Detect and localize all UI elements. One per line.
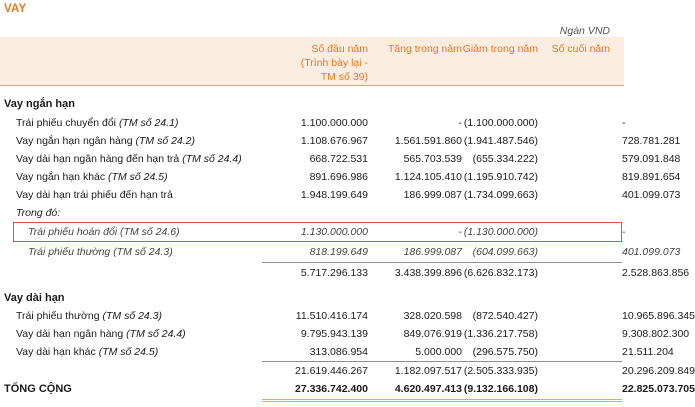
table-row: Trái phiếu chuyển đổi (TM số 24.1) 1.100.000.000 - (1.100.000.000) -	[0, 114, 624, 132]
table-row: Vay dài hạn trái phiếu đến hạn trả 1.948.199.649 186.999.087 (1.734.099.663) 401.099.073	[0, 186, 624, 204]
row-label: Trái phiếu thường	[16, 310, 103, 322]
short-term-heading-row	[0, 95, 624, 113]
table-row: Vay dài hạn ngân hàng (TM số 24.4) 9.795.943.139 849.076.919 (1.336.217.758) 9.308.802.300	[0, 325, 624, 343]
cell-increase: 1.561.591.860	[394, 135, 462, 147]
long-term-heading: Vay dài hạn	[4, 292, 65, 304]
col-opening-line3: TM số 39)	[320, 71, 368, 83]
table-row: Trái phiếu thường (TM số 24.3) 11.510.416.174 328.020.598 (872.540.427) 10.965.896.345	[0, 307, 624, 325]
total-double-line-bottom	[262, 401, 622, 402]
grand-total-row: TỔNG CỘNG 27.336.742.400 4.620.497.413 (9.132.166.108) 22.825.073.705	[0, 380, 624, 398]
row-note: (TM số 24.3)	[113, 246, 173, 258]
cell-decrease: (604.099.663)	[472, 246, 538, 258]
subtotal-increase: 1.182.097.517	[394, 365, 462, 377]
cell-increase: 565.703.539	[403, 153, 462, 165]
col-opening-line2: (Trình bày lại -	[300, 57, 368, 69]
cell-decrease: (296.575.750)	[472, 346, 538, 358]
cell-increase: 5.000.000	[415, 346, 462, 358]
cell-decrease: (655.334.222)	[472, 153, 538, 165]
col-opening-line1: Số đầu năm	[311, 43, 368, 55]
in-which-row	[0, 204, 624, 222]
row-note: (TM số 24.5)	[98, 346, 159, 358]
cell-opening: 891.696.986	[309, 171, 368, 183]
subtotal-decrease: (2.505.333.935)	[463, 365, 538, 377]
subtotal-opening: 21.619.446.267	[295, 365, 368, 377]
cell-decrease: (1.941.487.546)	[463, 135, 538, 147]
table-row: Vay ngắn hạn khác (TM số 24.5) 891.696.986 1.124.105.410 (1.195.910.742) 819.891.654	[0, 168, 624, 186]
total-opening: 27.336.742.400	[295, 383, 368, 395]
row-note: (TM số 24.4)	[182, 153, 242, 165]
table-row: Trái phiếu hoán đổi (TM số 24.6) 1.130.000.000 - (1.130.000.000) -	[0, 223, 624, 241]
subtotal-divider	[262, 262, 622, 263]
cell-increase: -	[458, 226, 462, 238]
row-label: Vay ngắn hạn ngân hàng	[16, 135, 136, 147]
table-row: Trái phiếu thường (TM số 24.3) 818.199.649 186.999.087 (604.099.663) 401.099.073	[0, 243, 624, 261]
table-row: Vay dài hạn khác (TM số 24.5) 313.086.954 5.000.000 (296.575.750) 21.511.204	[0, 343, 624, 361]
row-label: Trái phiếu thường	[28, 246, 114, 258]
total-double-line-top	[262, 399, 622, 400]
cell-opening: 818.199.649	[309, 246, 368, 258]
cell-decrease: (1.100.000.000)	[463, 117, 538, 129]
row-note: (TM số 24.5)	[108, 171, 168, 183]
cell-opening: 9.795.943.139	[300, 328, 368, 340]
cell-decrease: (1.336.217.758)	[463, 328, 538, 340]
in-which-label: Trong đó:	[16, 207, 61, 219]
row-note: (TM số 24.6)	[120, 226, 180, 238]
subtotal-opening: 5.717.296.133	[300, 267, 368, 279]
grand-total-label: TỔNG CỘNG	[4, 383, 72, 395]
cell-opening: 313.086.954	[309, 346, 368, 358]
cell-opening: 1.108.676.967	[300, 135, 368, 147]
cell-increase: 849.076.919	[403, 328, 462, 340]
cell-decrease: (1.195.910.742)	[463, 171, 538, 183]
section-title: VAY	[4, 3, 27, 15]
cell-increase: 1.124.105.410	[394, 171, 462, 183]
total-decrease: (9.132.166.108)	[463, 383, 538, 395]
cell-opening: 11.510.416.174	[295, 310, 368, 322]
row-note: (TM số 24.3)	[102, 310, 163, 322]
row-label: Vay ngắn hạn khác	[16, 171, 109, 183]
row-note: (TM số 24.1)	[118, 117, 179, 129]
total-increase: 4.620.497.413	[394, 383, 462, 395]
col-closing-balance-header: Số cuối năm	[551, 43, 610, 55]
unit-label: Ngàn VND	[559, 25, 610, 37]
cell-opening: 1.100.000.000	[300, 117, 368, 129]
cell-decrease: (1.734.099.663)	[463, 189, 538, 201]
table-row: Vay ngắn hạn ngân hàng (TM số 24.2) 1.108.676.967 1.561.591.860 (1.941.487.546) 728.781.281	[0, 132, 624, 150]
cell-increase: -	[458, 117, 462, 129]
row-label: Trái phiếu chuyển đổi	[16, 117, 119, 129]
cell-opening: 668.722.531	[309, 153, 368, 165]
cell-increase: 328.020.598	[403, 310, 462, 322]
long-term-subtotal-row: 21.619.446.267 1.182.097.517 (2.505.333.935) 20.296.209.849	[0, 362, 624, 380]
row-label: Vay dài hạn khác	[16, 346, 99, 358]
cell-opening: 1.948.199.649	[300, 189, 368, 201]
header-divider	[0, 85, 624, 86]
table-row: Vay dài hạn ngân hàng đến hạn trả (TM số 24.4) 668.722.531 565.703.539 (655.334.222) 579.091.848	[0, 150, 624, 168]
row-label: Vay dài hạn ngân hàng đến hạn trả	[16, 153, 183, 165]
cell-decrease: (872.540.427)	[472, 310, 538, 322]
row-note: (TM số 24.2)	[135, 135, 196, 147]
row-label: Vay dài hạn trái phiếu đến hạn trả	[16, 189, 173, 201]
long-term-heading-row	[0, 289, 624, 307]
subtotal-decrease: (6.626.832.173)	[463, 267, 538, 279]
subtotal-increase: 3.438.399.896	[394, 267, 462, 279]
cell-decrease: (1.130.000.000)	[463, 226, 538, 238]
col-increase-header: Tăng trong năm	[387, 43, 462, 55]
cell-increase: 186.999.087	[403, 189, 462, 201]
col-opening-balance-header	[301, 42, 368, 84]
cell-opening: 1.130.000.000	[300, 226, 368, 238]
col-decrease-header: Giảm trong năm	[462, 43, 538, 55]
short-term-heading: Vay ngắn hạn	[4, 98, 75, 110]
cell-increase: 186.999.087	[403, 246, 462, 258]
row-label: Trái phiếu hoán đổi	[28, 226, 121, 238]
row-note: (TM số 24.4)	[126, 328, 186, 340]
short-term-subtotal-row: 5.717.296.133 3.438.399.896 (6.626.832.173) 2.528.863.856	[0, 264, 624, 282]
row-label: Vay dài hạn ngân hàng	[16, 328, 127, 340]
